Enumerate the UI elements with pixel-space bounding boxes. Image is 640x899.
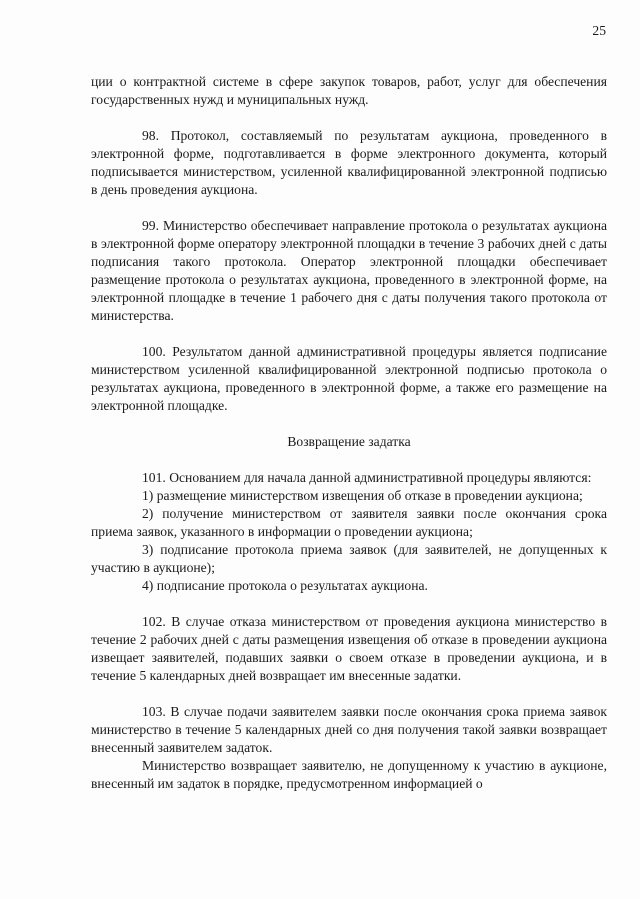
- section-heading: Возвращение задатка: [287, 434, 411, 449]
- paragraph-103: 103. В случае подачи заявителем заявки после окончания срока приема заявок министерство в течение 5 календарных дней со дня получения такой заявки возвращает внесенный заявителем задаток.: [91, 704, 607, 755]
- list-item: 4) подписание протокола о результатах аукциона.: [142, 578, 428, 593]
- paragraph-102: 102. В случае отказа министерством от проведения аукциона министерство в течение 2 рабочих дней с даты размещения извещения об отказе в проведении аукциона извещает заявителей, подавших заявки о своем отказе в проведении аукциона, и в течение 5 календарных дней возвращает им внесенные задатки.: [91, 614, 607, 683]
- document-body: [91, 73, 607, 793]
- paragraph-98: 98. Протокол, составляемый по результатам аукциона, проведенного в электронной форме, подготавливается в форме электронного документа, который подписывается министерством, усиленной квалифицированной электронной подписью в день проведения аукциона.: [91, 128, 607, 197]
- list-item: 3) подписание протокола приема заявок (для заявителей, не допущенных к участию в аукционе);: [91, 542, 607, 575]
- paragraph-103-continued: Министерство возвращает заявителю, не допущенному к участию в аукционе, внесенный им задаток в порядке, предусмотренном информацией о: [91, 758, 607, 791]
- paragraph-99: 99. Министерство обеспечивает направление протокола о результатах аукциона в электронной форме оператору электронной площадки в течение 3 рабочих дней с даты подписания такого протокола. Оператор электронной площадки обеспечивает размещение протокола о результатах аукциона, проведенного в электронной форме, на электронной площадке в течение 1 рабочего дня с даты получения такого протокола от министерства.: [91, 218, 607, 323]
- list-item: 2) получение министерством от заявителя заявки после окончания срока приема заявок, указанного в информации о проведении аукциона;: [91, 506, 607, 539]
- list-item: 1) размещение министерством извещения об отказе в проведении аукциона;: [142, 488, 583, 503]
- paragraph-100: 100. Результатом данной административной процедуры является подписание министерством усиленной квалифицированной электронной подписью протокола о результатах аукциона, проведенного в электронной форме, а также его размещение на электронной площадке.: [91, 344, 607, 413]
- paragraph-101: 101. Основанием для начала данной административной процедуры являются:: [142, 470, 592, 485]
- page-number: 25: [592, 23, 606, 38]
- paragraph-continuation: ции о контрактной системе в сфере закупок товаров, работ, услуг для обеспечения государственных нужд и муниципальных нужд.: [91, 74, 607, 107]
